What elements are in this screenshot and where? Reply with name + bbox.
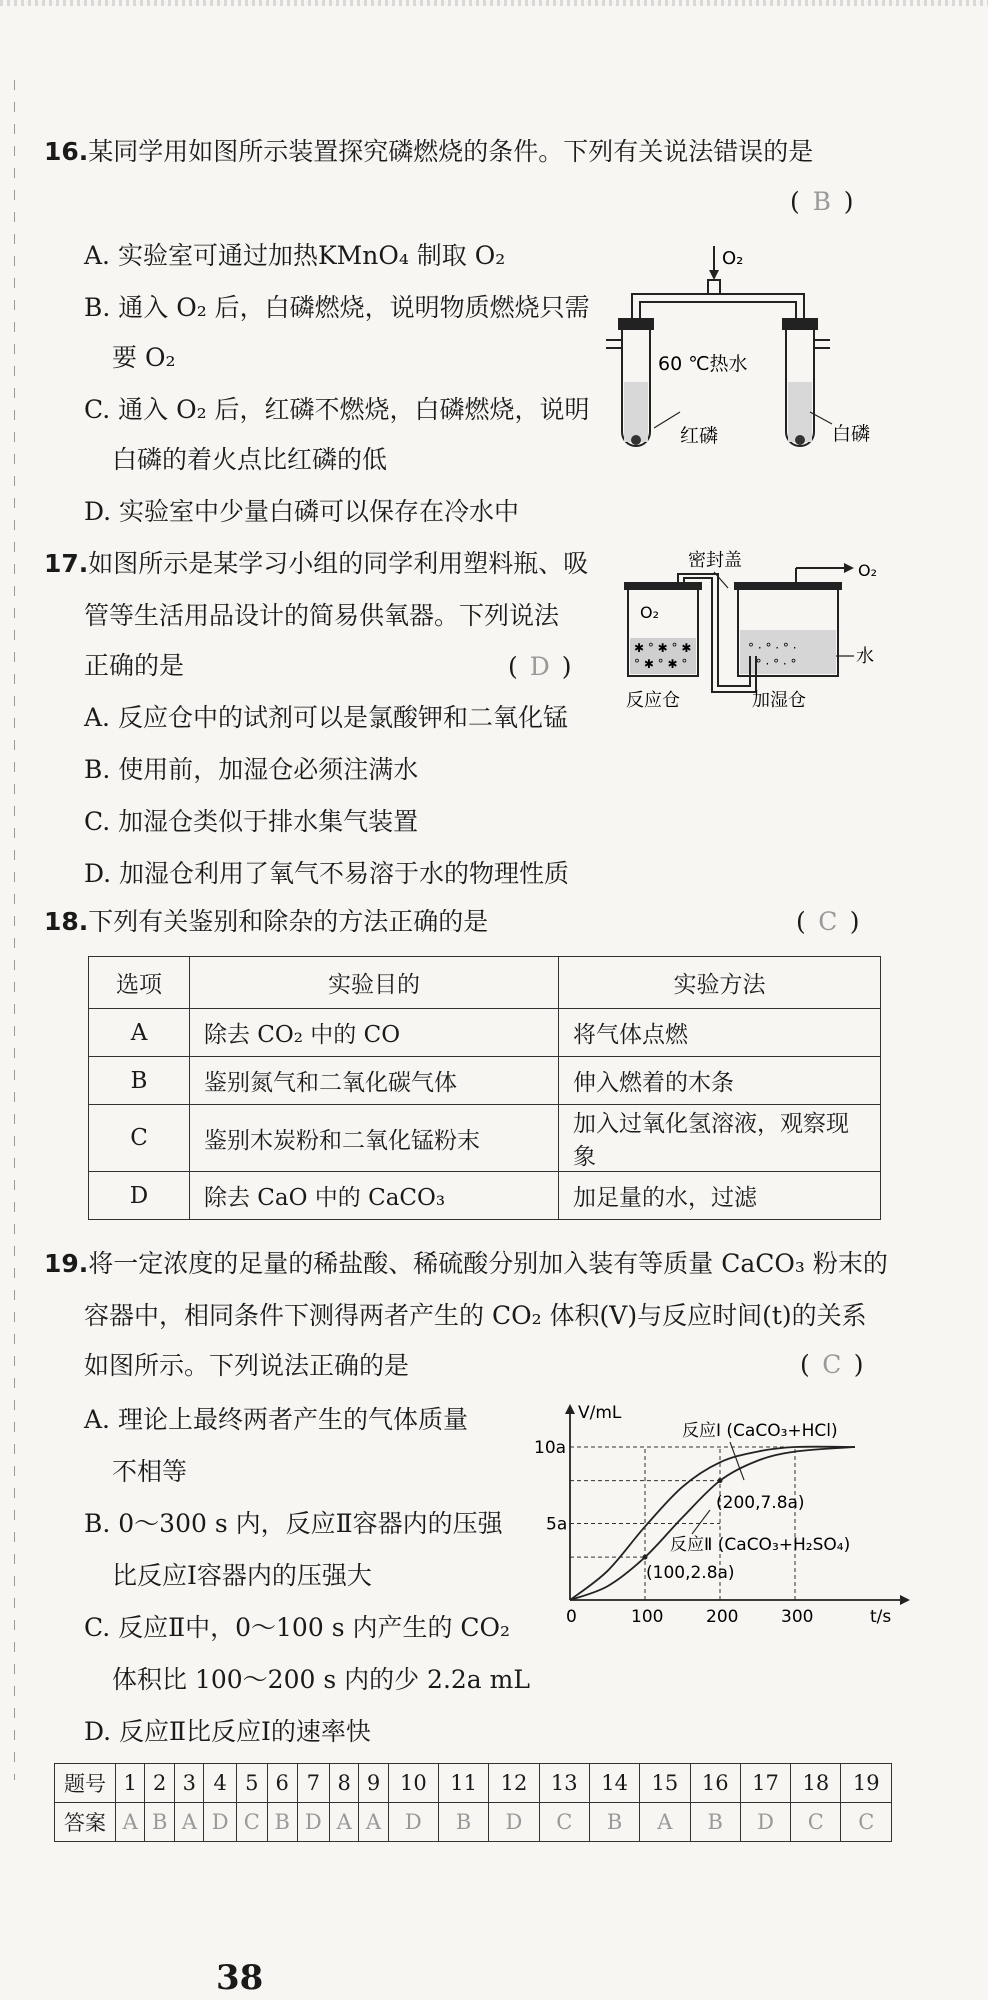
q17-fig-humid-label: 加湿仓 — [752, 690, 806, 711]
q17-number: 17. — [44, 549, 89, 578]
q16-stem-text: 某同学用如图所示装置探究磷燃烧的条件。下列有关说法错误的是 — [88, 137, 814, 166]
x-tick-label: 300 — [781, 1607, 814, 1627]
answer-table-number-label: 题号 — [55, 1764, 116, 1803]
svg-text:· ° · ° · °: · ° · ° · ° — [748, 657, 797, 671]
answer-table-answer-cell: A — [640, 1803, 690, 1842]
q19-stem-line3: 如图所示。下列说法正确的是 — [84, 1351, 410, 1380]
q18-stem: 18.下列有关鉴别和除杂的方法正确的是 — [44, 907, 489, 936]
q18-number: 18. — [44, 907, 89, 936]
annotation-100-2.8a: (100,2.8a) — [646, 1563, 735, 1583]
annotation-200-7.8a: (200,7.8a) — [716, 1493, 805, 1513]
q19-stem-line2: 容器中，相同条件下测得两者产生的 CO₂ 体积(V)与反应时间(t)的关系 — [84, 1301, 867, 1330]
page-number: 38 — [216, 1958, 264, 1998]
answer-table-answer-cell: D — [388, 1803, 438, 1842]
answer-table-answer-cell: A — [116, 1803, 145, 1842]
answer-table-number-cell: 7 — [297, 1764, 329, 1803]
answer-table — [54, 1763, 892, 1842]
answer-table-answer-row — [55, 1803, 892, 1842]
answer-table-number-cell: 17 — [740, 1764, 790, 1803]
answer-table-answer-cell: B — [690, 1803, 740, 1842]
q16-stem — [44, 134, 813, 170]
series-label-reaction-2: 反应Ⅱ (CaCO₃+H₂SO₄) — [670, 1535, 851, 1555]
q19-answer: ( C ) — [800, 1350, 864, 1379]
answer-table-answer-cell: D — [489, 1803, 539, 1842]
answer-table-number-cell: 13 — [539, 1764, 589, 1803]
q16-fig-red-p-label: 红磷 — [680, 425, 719, 447]
answer-table-answer-cell: C — [791, 1803, 841, 1842]
q17-option-d: D. 加湿仓利用了氧气不易溶于水的物理性质 — [84, 859, 570, 888]
answer-table-number-cell: 19 — [841, 1764, 892, 1803]
answer-table-number-cell: 1 — [116, 1764, 145, 1803]
answer-table-number-cell: 10 — [388, 1764, 438, 1803]
q19-number: 19. — [44, 1249, 89, 1278]
q18-header-purpose: 实验目的 — [190, 957, 559, 1009]
q19-answer-mark: C — [822, 1350, 842, 1379]
answer-table-answer-label: 答案 — [55, 1803, 116, 1842]
answer-table-answer-cell: B — [145, 1803, 175, 1842]
answer-table-number-cell: 4 — [204, 1764, 236, 1803]
x-tick-label: 200 — [706, 1607, 739, 1627]
q19-option-c: C. 反应Ⅱ中，0～100 s 内产生的 CO₂ — [84, 1613, 511, 1642]
q19-option-b-cont: 比反应Ⅰ容器内的压强大 — [112, 1561, 372, 1590]
q18-answer-mark: C — [818, 907, 838, 936]
q16-number: 16. — [44, 137, 89, 166]
q17-option-a: A. 反应仓中的试剂可以是氯酸钾和二氧化锰 — [84, 703, 568, 732]
q18-header-method: 实验方法 — [559, 957, 881, 1009]
table-row: D 除去 CaO 中的 CaCO₃ 加足量的水，过滤 — [89, 1172, 881, 1220]
q18-table — [88, 956, 881, 1220]
q16-option-d: D. 实验室中少量白磷可以保存在冷水中 — [84, 497, 520, 526]
answer-table-number-row — [55, 1764, 892, 1803]
answer-table-answer-cell: B — [589, 1803, 639, 1842]
q17-stem-line2: 管等生活用品设计的简易供氧器。下列说法 — [84, 601, 560, 630]
y-axis-label: V/mL — [578, 1403, 622, 1423]
x-axis-label: t/s — [870, 1607, 892, 1627]
q16-apparatus-figure — [596, 232, 896, 472]
y-tick-label: 5a — [546, 1514, 568, 1535]
answer-table-number-cell: 18 — [791, 1764, 841, 1803]
key-point-2 — [718, 1478, 723, 1483]
answer-table-answer-cell: D — [740, 1803, 790, 1842]
q18-table-header — [89, 957, 881, 1009]
answer-table-number-cell: 3 — [175, 1764, 204, 1803]
answer-table-answer-cell: D — [204, 1803, 236, 1842]
q16-option-c-cont: 白磷的着火点比红磷的低 — [112, 445, 388, 474]
q18-answer: ( C ) — [796, 907, 860, 936]
answer-table-number-cell: 6 — [267, 1764, 297, 1803]
answer-table-number-cell: 9 — [359, 1764, 388, 1803]
q16-fig-white-p-label: 白磷 — [832, 423, 871, 445]
q16-fig-water-label: 60 ℃热水 — [658, 353, 748, 375]
answer-table-answer-cell: D — [297, 1803, 329, 1842]
answer-table-number-cell: 11 — [438, 1764, 488, 1803]
key-point-1 — [643, 1555, 648, 1560]
y-tick-label: 10a — [534, 1438, 567, 1458]
q17-fig-o2-in-label: O₂ — [640, 603, 660, 622]
q17-fig-water-label: 水 — [856, 646, 874, 667]
answer-table-number-cell: 15 — [640, 1764, 690, 1803]
table-row: A 除去 CO₂ 中的 CO 将气体点燃 — [89, 1009, 881, 1057]
q18-header-option: 选项 — [89, 957, 190, 1009]
q16-option-c: C. 通入 O₂ 后，红磷不燃烧，白磷燃烧，说明 — [84, 395, 590, 424]
q17-stem-line3: 正确的是 — [84, 651, 185, 680]
q17-fig-reaction-label: 反应仓 — [626, 690, 680, 711]
q17-answer-mark: D — [529, 652, 550, 681]
answer-table-answer-cell: B — [267, 1803, 297, 1842]
answer-table-number-cell: 2 — [145, 1764, 175, 1803]
answer-table-answer-cell: C — [841, 1803, 892, 1842]
table-row: B 鉴别氮气和二氧化碳气体 伸入燃着的木条 — [89, 1057, 881, 1105]
answer-table-number-cell: 14 — [589, 1764, 639, 1803]
svg-text:° · ° · ° ·: ° · ° · ° · — [748, 641, 797, 655]
binding-margin-line — [14, 80, 15, 1780]
q19-option-b: B. 0～300 s 内，反应Ⅱ容器内的压强 — [84, 1509, 503, 1538]
answer-table-number-cell: 8 — [330, 1764, 359, 1803]
q16-answer: ( B ) — [790, 187, 854, 216]
page-top-edge — [0, 0, 988, 6]
svg-text:° ✱ ° ✱ °: ° ✱ ° ✱ ° — [634, 657, 688, 671]
series-label-reaction-1: 反应Ⅰ (CaCO₃+HCl) — [682, 1421, 838, 1441]
answer-table-answer-cell: B — [438, 1803, 488, 1842]
q17-answer: ( D ) — [508, 652, 572, 681]
q16-option-b-cont: 要 O₂ — [112, 343, 176, 372]
q16-answer-mark: B — [812, 187, 831, 216]
q19-option-a-cont: 不相等 — [112, 1457, 188, 1486]
q16-fig-gas-label: O₂ — [722, 248, 744, 269]
table-row: C 鉴别木炭粉和二氧化锰粉末 加入过氧化氢溶液，观察现象 — [89, 1105, 881, 1172]
q16-option-b: B. 通入 O₂ 后，白磷燃烧，说明物质燃烧只需 — [84, 293, 590, 322]
q17-stem-line1: 17.如图所示是某学习小组的同学利用塑料瓶、吸 — [44, 549, 589, 578]
x-tick-label: 100 — [631, 1607, 664, 1627]
q19-option-a: A. 理论上最终两者产生的气体质量 — [84, 1405, 468, 1434]
q19-option-c-cont: 体积比 100～200 s 内的少 2.2a mL — [112, 1665, 530, 1694]
x-tick-label: 0 — [566, 1607, 577, 1627]
q17-option-c: C. 加湿仓类似于排水集气装置 — [84, 807, 419, 836]
answer-table-answer-cell: A — [175, 1803, 204, 1842]
q16-option-a: A. 实验室可通过加热KMnO₄ 制取 O₂ — [84, 241, 506, 270]
answer-table-answer-cell: A — [359, 1803, 388, 1842]
q17-fig-o2-out-label: O₂ — [858, 561, 878, 580]
answer-table-number-cell: 12 — [489, 1764, 539, 1803]
q19-option-d: D. 反应Ⅱ比反应Ⅰ的速率快 — [84, 1717, 371, 1746]
q17-option-b: B. 使用前，加湿仓必须注满水 — [84, 755, 419, 784]
answer-table-answer-cell: A — [330, 1803, 359, 1842]
q19-volume-time-chart — [530, 1400, 910, 1630]
q17-oxygen-device-figure — [618, 546, 898, 726]
answer-table-answer-cell: C — [236, 1803, 267, 1842]
answer-table-answer-cell: C — [539, 1803, 589, 1842]
q19-stem-line1: 19.将一定浓度的足量的稀盐酸、稀硫酸分别加入装有等质量 CaCO₃ 粉末的 — [44, 1249, 888, 1278]
q17-fig-lid-label: 密封盖 — [688, 550, 742, 571]
svg-text:✱ ° ✱ ° ✱: ✱ ° ✱ ° ✱ — [634, 641, 692, 655]
answer-table-number-cell: 5 — [236, 1764, 267, 1803]
answer-table-number-cell: 16 — [690, 1764, 740, 1803]
